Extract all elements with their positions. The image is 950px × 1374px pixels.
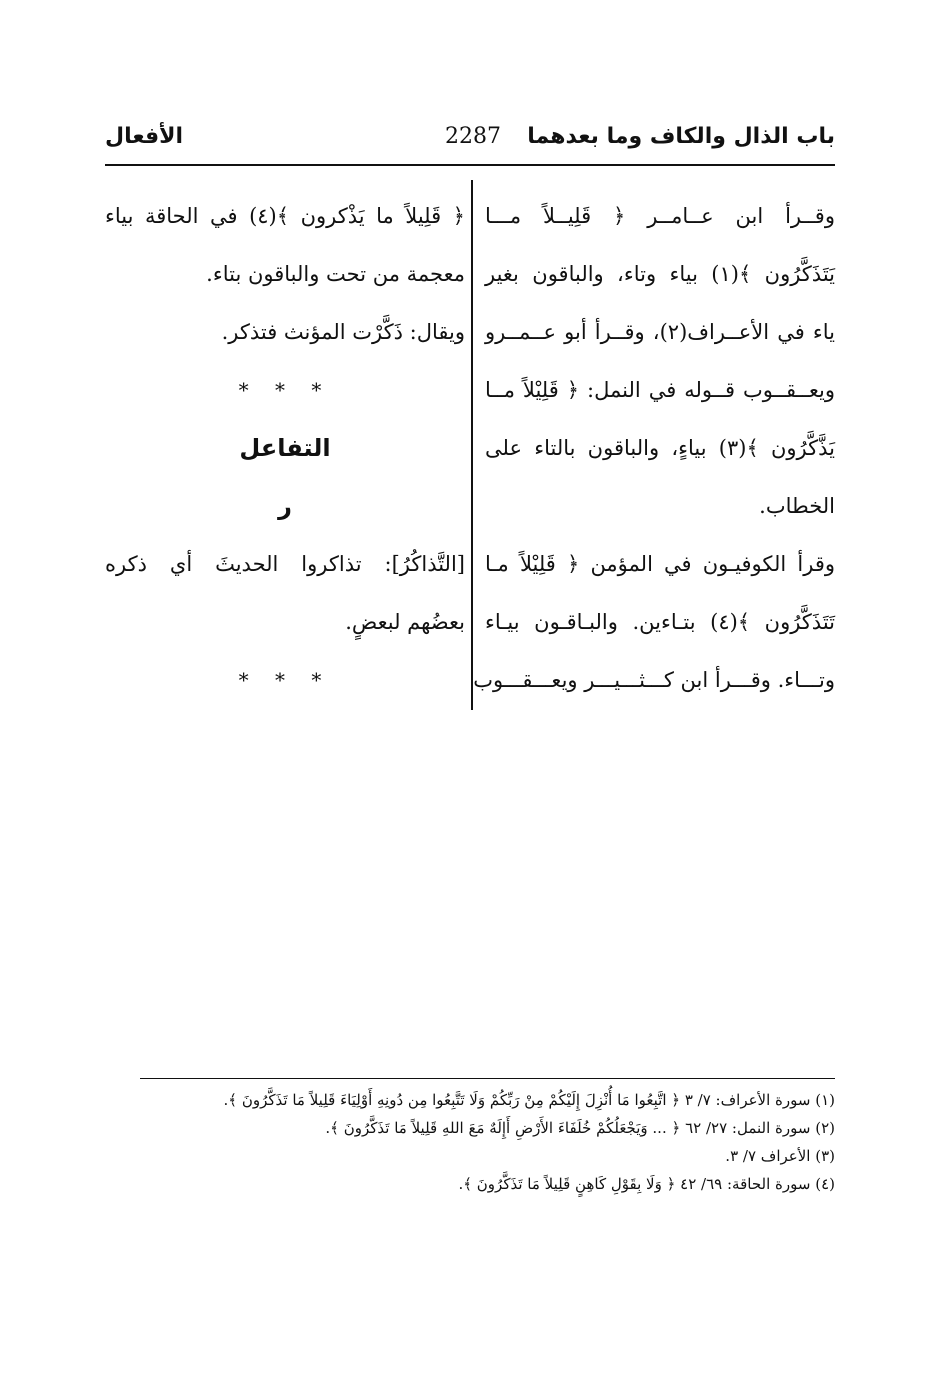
text-line: وقــرأ ابن عــامــر ﴿ قَلِيــلاً مـــا <box>485 204 835 228</box>
section-heading: التفاعل <box>239 434 331 462</box>
footnote-rule <box>140 1078 835 1079</box>
page-number: 2287 <box>445 124 501 149</box>
text-line: ويقال: ذَكَّرْت المؤنث فتذكر. <box>221 320 465 344</box>
root-letter-heading: ر <box>278 492 292 520</box>
entry-line: [التَّذاكُرُ]: تذاكروا الحديثَ أي ذكره <box>105 552 465 576</box>
chapter-title: باب الذال والكاف وما بعدهما <box>527 124 835 149</box>
footnote: (٤) سورة الحاقة: ٦٩/ ٤٢ ﴿ وَلَا بِقَوْلِ كَاهِنٍ قَلِيلاً مَا تَذَكَّرُونَ ﴾. <box>458 1175 835 1193</box>
text-line: الخطاب. <box>759 494 835 518</box>
text-line: وتـــاء. وقـــرأ ابن كـــثـــيـــر ويعـــقـــوب <box>473 668 835 692</box>
text-line: ويعــقــوب قــوله في النمل: ﴿ قَلِيْلاً مــا <box>485 378 835 402</box>
section-separator: * * * <box>238 668 332 692</box>
footnotes <box>140 1086 835 1198</box>
footnote: (١) سورة الأعراف: ٧/ ٣ ﴿ اتَّبِعُوا مَا أُنْزِلَ إِلَيْكُمْ مِنْ رَبِّكُمْ وَلَا تَتَّبِعُوا مِن دُونِهِ أَوْلِيَاءَ قَلِيلاً مَا تَذَكَّرُونَ ﴾. <box>223 1091 835 1109</box>
text-line: ياء في الأعــراف(٢)، وقــرأ أبو عــمــرو <box>485 320 835 344</box>
entry-line: بعضُهم لبعضٍ. <box>345 610 465 634</box>
text-line: يَذَّكَّرُون ﴾(٣) بياءٍ، والباقون بالتاء على <box>485 436 835 460</box>
text-line: معجمة من تحت والباقون بتاء. <box>206 262 465 286</box>
text-line: تَتَذَكَّرُون ﴾(٤) بتـاءين. والبـاقـون بيـاء <box>485 610 835 634</box>
column-divider <box>471 180 473 710</box>
text-line: وقرأ الكوفيـون في المؤمن ﴿ قَلِيْلاً مـا <box>485 552 835 576</box>
section-separator: * * * <box>238 378 332 402</box>
right-column <box>473 196 836 718</box>
text-line: ﴿ قَلِيلاً ما يَذْكرون ﴾(٤) في الحاقة بياء <box>105 204 465 228</box>
left-column <box>105 196 465 718</box>
text-line: يَتَذَكَّرُون ﴾(١) بياء وتاء، والباقون بغير <box>485 262 836 286</box>
section-title: الأفعال <box>105 124 184 149</box>
footnote: (٣) الأعراف ٧/ ٣. <box>725 1147 835 1165</box>
footnote: (٢) سورة النمل: ٢٧/ ٦٢ ﴿ ... وَيَجْعَلُكُمْ خُلَفَاءَ الأَرْضِ أَإِلَهٌ مَعَ اللهِ قَلِيلاً مَا تَذَكَّرُونَ ﴾. <box>325 1119 835 1137</box>
page-header <box>105 124 835 166</box>
